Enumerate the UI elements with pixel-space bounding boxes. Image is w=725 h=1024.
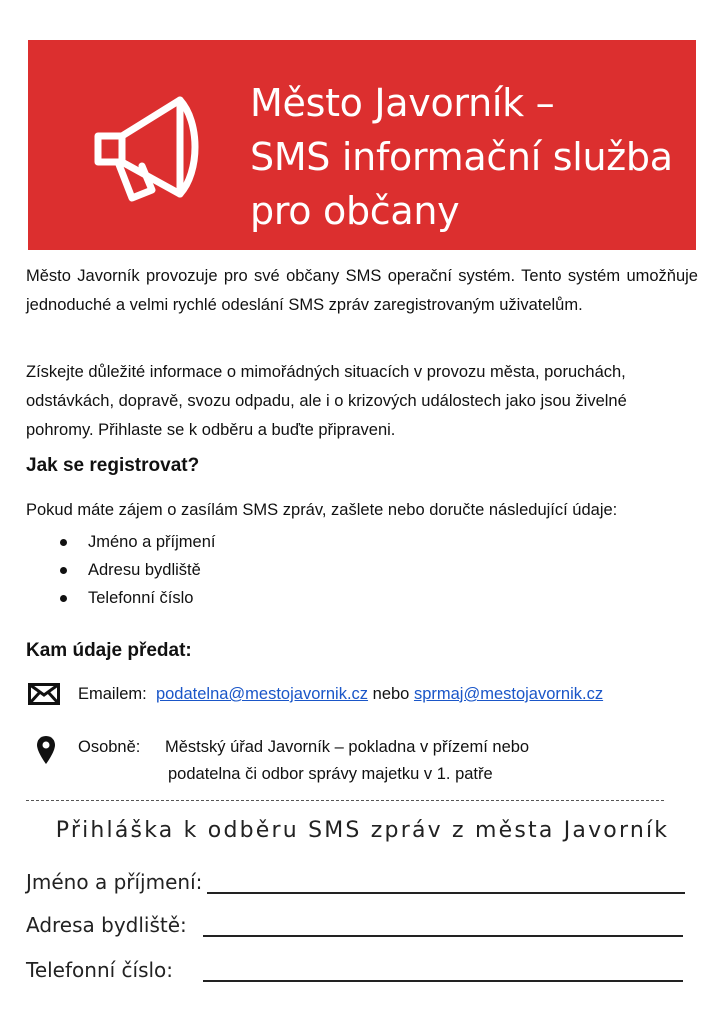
cut-line-divider: [26, 800, 664, 801]
header-banner: [28, 40, 696, 250]
list-item-label: Jméno a příjmení: [88, 533, 216, 551]
email-row: [78, 685, 603, 704]
envelope-icon: [28, 683, 60, 705]
banner-title-line1: Město Javorník –: [250, 81, 555, 125]
email-link-podatelna[interactable]: podatelna@mestojavornik.cz: [155, 685, 369, 703]
banner-title-line2: SMS informační služba: [250, 135, 673, 179]
register-text: Pokud máte zájem o zasílám SMS zpráv, zašlete nebo doručte následující údaje:: [26, 501, 618, 519]
personal-address-line1: Městský úřad Javorník – pokladna v přízemí nebo: [165, 738, 530, 756]
list-item: [26, 584, 215, 612]
intro-paragraph-1: Město Javorník provozuje pro své občany SMS operační systém. Tento systém umožňuje jednoduché a velmi rychlé odeslání SMS zpráv zaregistrovaným uživatelům.: [26, 267, 698, 314]
contact-heading: Kam údaje předat:: [26, 640, 192, 661]
register-heading: Jak se registrovat?: [26, 455, 200, 476]
bullet-icon: [60, 567, 67, 574]
location-pin-icon: [36, 735, 56, 765]
form-title: Přihláška k odběru SMS zpráv z města Javorník: [55, 818, 670, 843]
bullet-icon: [60, 539, 67, 546]
phone-fill-line[interactable]: [203, 980, 683, 982]
required-data-list: [26, 528, 215, 612]
megaphone-icon: [88, 92, 228, 207]
list-item: [26, 556, 215, 584]
personal-label: Osobně:: [78, 738, 141, 756]
bullet-icon: [60, 595, 67, 602]
list-item: [26, 528, 215, 556]
email-label: Emailem:: [78, 685, 147, 703]
list-item-label: Telefonní číslo: [88, 589, 194, 607]
email-separator: nebo: [372, 685, 410, 703]
list-item-label: Adresu bydliště: [88, 561, 201, 579]
email-link-sprmaj[interactable]: sprmaj@mestojavornik.cz: [413, 685, 604, 703]
field-label-name: Jméno a příjmení:: [26, 870, 203, 894]
intro-paragraph-2: Získejte důležité informace o mimořádných situacích v provozu města, poruchách, odstávkách, dopravě, svozu odpadu, ale i o krizových událostech jako jsou živelné pohromy. Přihlaste se k odběru a buďte připraveni.: [26, 363, 627, 439]
banner-title-line3: pro občany: [250, 189, 460, 233]
banner-title: [250, 76, 673, 238]
address-fill-line[interactable]: [203, 935, 683, 937]
personal-address-line2: podatelna či odbor správy majetku v 1. patře: [168, 765, 493, 783]
field-label-phone: Telefonní číslo:: [26, 958, 174, 982]
field-label-address: Adresa bydliště:: [26, 913, 187, 937]
name-fill-line[interactable]: [207, 892, 685, 894]
